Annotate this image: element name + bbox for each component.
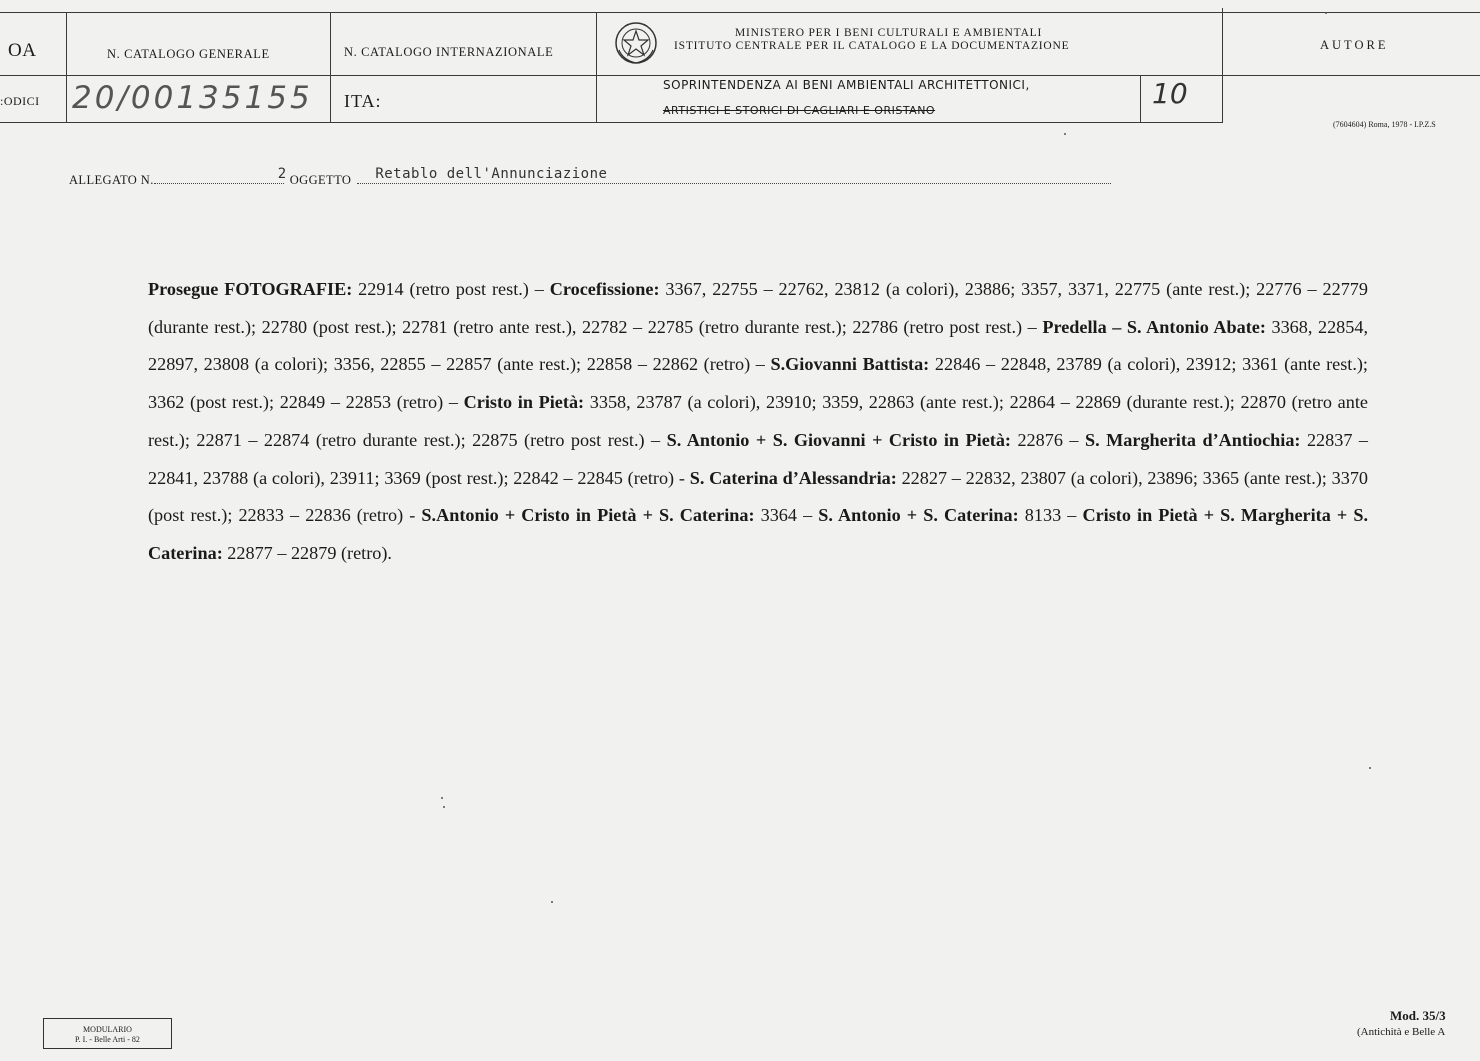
photo-numbers: 22914 (retro post rest.) – <box>352 279 550 299</box>
section-heading: S. Margherita d’Antiochia: <box>1084 429 1301 450</box>
scan-speck <box>443 806 445 808</box>
scan-speck <box>551 901 553 903</box>
section-heading: S.Antonio + Cristo in Pietà + S. Caterina: <box>421 505 755 526</box>
modulario-subtitle: P. I. - Belle Arti - 82 <box>75 1035 140 1044</box>
catalogo-internazionale-value: ITA: <box>344 91 382 111</box>
header-bottom-border <box>0 122 1222 123</box>
photo-numbers: 3364 – <box>754 505 819 526</box>
photographs-list-paragraph <box>148 271 1368 573</box>
section-heading: Cristo in Pietà + S. Margherita + S. Caterina: <box>148 505 1369 563</box>
modulario-title: MODULARIO <box>83 1025 132 1034</box>
soprintendenza-stamp-line2: ARTISTICI E STORICI DI CAGLIARI E ORISTANO <box>663 104 936 117</box>
header-divider-5 <box>1222 8 1223 123</box>
print-reference: (7604604) Roma, 1978 - I.P.Z.S <box>1333 120 1436 129</box>
codici-label: :ODICI <box>0 94 40 108</box>
header-divider-2 <box>330 12 331 123</box>
scan-speck <box>1325 12 1327 14</box>
photo-numbers: 22846 – 22848, 23789 (a colori), 23912; 3361 (ante rest.); 3362 (post rest.); 22849 – 22853 (retro) – <box>148 354 1368 413</box>
model-subtitle: (Antichità e Belle A <box>1357 1026 1446 1038</box>
photo-numbers: 22877 – 22879 (retro). <box>222 542 392 563</box>
allegato-label: ALLEGATO N. <box>69 173 154 187</box>
oggetto-label: OGGETTO <box>289 173 352 187</box>
soprintendenza-stamp-line1: SOPRINTENDENZA AI BENI AMBIENTALI ARCHITETTONICI, <box>663 78 1030 92</box>
ministry-title: MINISTERO PER I BENI CULTURALI E AMBIENTALI <box>735 27 1043 39</box>
catalogo-generale-label: N. CATALOGO GENERALE <box>107 47 270 61</box>
photo-numbers: 3368, 22854, 22897, 23808 (a colori); 3356, 22855 – 22857 (ante rest.); 22858 – 22862 (retro) – <box>148 316 1368 375</box>
oggetto-field <box>357 166 1111 184</box>
institute-title: ISTITUTO CENTRALE PER IL CATALOGO E LA DOCUMENTAZIONE <box>674 40 1070 52</box>
autore-label: AUTORE <box>1320 38 1389 52</box>
section-heading: Predella – S. Antonio Abate: <box>1042 316 1266 337</box>
photo-numbers: 8133 – <box>1018 505 1083 526</box>
soprintendenza-code: 10 <box>1152 77 1188 110</box>
photo-numbers: 22876 – <box>1010 429 1085 450</box>
header-divider-3 <box>596 12 597 123</box>
photo-numbers: 22837 – 22841, 23788 (a colori), 23911; 3369 (post rest.); 22842 – 22845 (retro) - <box>148 429 1368 488</box>
photo-numbers: 3367, 22755 – 22762, 23812 (a colori), 23886; 3357, 3371, 22775 (ante rest.); 22776 – 22779 (durante rest.); 22780 (post rest.); 22781 (retro ante rest.), 22782 – 22785 (retro durante rest.); 22786 (retro post rest.) – <box>148 279 1368 337</box>
scan-speck <box>1369 767 1371 769</box>
section-heading: Crocefissione: <box>549 279 660 299</box>
catalogo-generale-value: 20/00135155 <box>72 80 313 116</box>
section-heading: S. Antonio + S. Giovanni + Cristo in Pietà: <box>666 429 1011 450</box>
allegato-number: 2 <box>277 166 287 182</box>
modulario-box <box>43 1018 172 1049</box>
scan-speck <box>1064 133 1066 135</box>
header-divider-1 <box>66 12 67 123</box>
model-code: Mod. 35/3 <box>1390 1008 1446 1023</box>
scan-speck <box>441 797 443 799</box>
header-divider-4 <box>1140 75 1141 123</box>
section-heading: S. Caterina d’Alessandria: <box>689 467 897 488</box>
section-heading: S. Antonio + S. Caterina: <box>818 505 1019 526</box>
section-heading: S.Giovanni Battista: <box>770 354 930 375</box>
catalogo-internazionale-label: N. CATALOGO INTERNAZIONALE <box>344 45 554 59</box>
photo-numbers: 22827 – 22832, 23807 (a colori), 23896; 3365 (ante rest.); 3370 (post rest.); 22833 – 22836 (retro) - <box>148 467 1369 526</box>
section-heading: Cristo in Pietà: <box>463 392 585 413</box>
header-top-border <box>0 12 1480 13</box>
photo-numbers: 3358, 23787 (a colori), 23910; 3359, 22863 (ante rest.); 22864 – 22869 (durante rest.); 22870 (retro ante rest.); 22871 – 22874 (retro durante rest.); 22875 (retro post rest.) – <box>148 392 1368 450</box>
republic-emblem-icon <box>613 20 659 66</box>
oa-label: OA <box>8 40 37 61</box>
oggetto-value: Retablo dell'Annunciazione <box>375 166 608 182</box>
allegato-field <box>154 166 287 184</box>
header-middle-border <box>0 75 1480 76</box>
allegato-line <box>69 166 1111 188</box>
section-heading: Prosegue FOTOGRAFIE: <box>148 279 353 299</box>
